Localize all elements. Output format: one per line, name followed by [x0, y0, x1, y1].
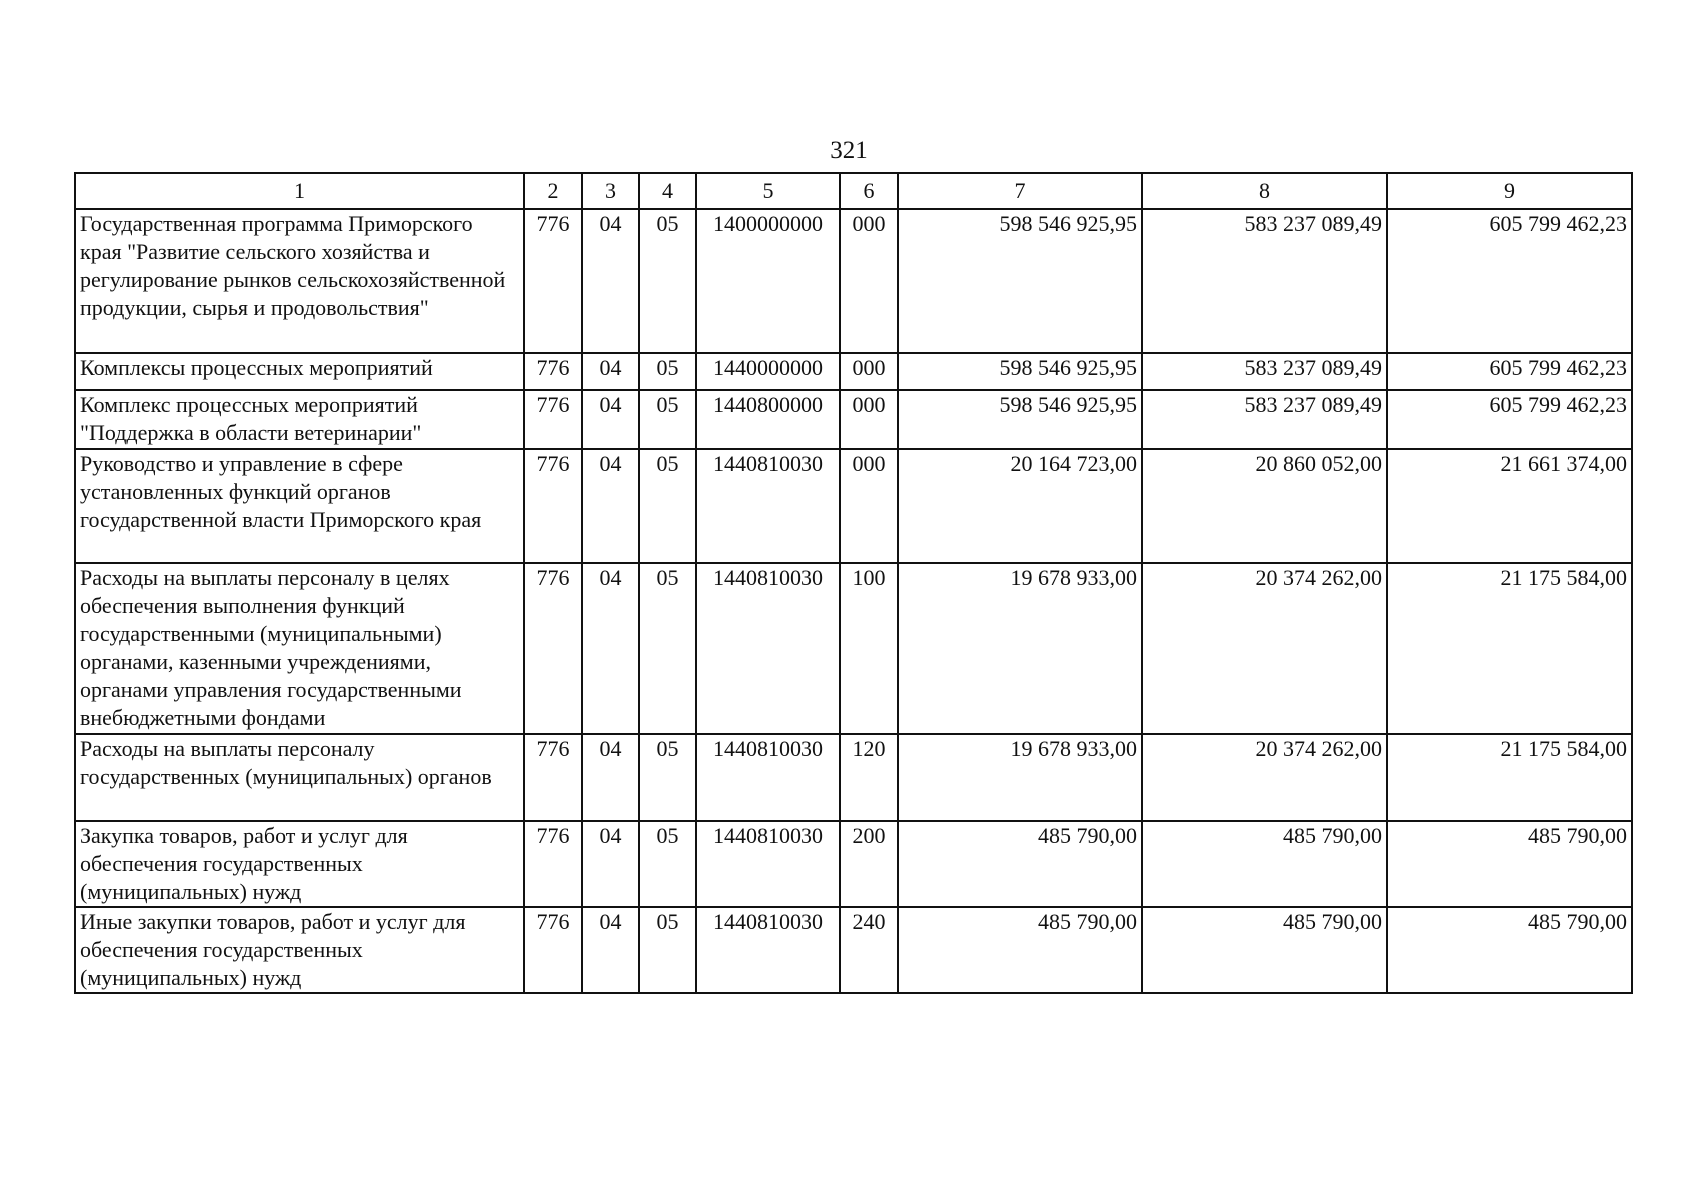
code-section: 04: [582, 209, 639, 353]
code-admin: 776: [524, 907, 582, 993]
code-section: 04: [582, 563, 639, 734]
amount-col8: 583 237 089,49: [1142, 209, 1387, 353]
code-expense-type: 120: [840, 734, 898, 821]
row-name: Руководство и управление в сфере установленных функций органов государственной власти Приморского края: [75, 449, 524, 563]
code-expense-type: 000: [840, 390, 898, 449]
amount-col7: 598 546 925,95: [898, 353, 1142, 390]
amount-col8: 20 374 262,00: [1142, 734, 1387, 821]
code-target: 1440810030: [696, 907, 840, 993]
amount-col9: 605 799 462,23: [1387, 209, 1632, 353]
amount-col8: 583 237 089,49: [1142, 390, 1387, 449]
table-row: [75, 907, 1632, 993]
amount-col7: 485 790,00: [898, 907, 1142, 993]
code-section: 04: [582, 390, 639, 449]
code-target: 1440810030: [696, 734, 840, 821]
amount-col8: 20 374 262,00: [1142, 563, 1387, 734]
code-target: 1440800000: [696, 390, 840, 449]
amount-col8: 583 237 089,49: [1142, 353, 1387, 390]
amount-col9: 21 175 584,00: [1387, 563, 1632, 734]
code-target: 1440810030: [696, 449, 840, 563]
amount-col9: 485 790,00: [1387, 821, 1632, 907]
code-target: 1440810030: [696, 821, 840, 907]
code-target: 1440810030: [696, 563, 840, 734]
code-subsection: 05: [639, 353, 696, 390]
amount-col9: 605 799 462,23: [1387, 390, 1632, 449]
table-row: [75, 209, 1632, 353]
budget-table: [74, 172, 1633, 994]
table-row: [75, 449, 1632, 563]
column-header: 3: [582, 173, 639, 209]
code-subsection: 05: [639, 821, 696, 907]
row-name: Государственная программа Приморского края "Развитие сельского хозяйства и регулирование рынков сельскохозяйственной продукции, сырья и продовольствия": [75, 209, 524, 353]
code-subsection: 05: [639, 907, 696, 993]
code-subsection: 05: [639, 209, 696, 353]
amount-col8: 485 790,00: [1142, 907, 1387, 993]
column-header: 2: [524, 173, 582, 209]
row-name: Закупка товаров, работ и услуг для обеспечения государственных (муниципальных) нужд: [75, 821, 524, 907]
row-name: Иные закупки товаров, работ и услуг для обеспечения государственных (муниципальных) нужд: [75, 907, 524, 993]
amount-col8: 20 860 052,00: [1142, 449, 1387, 563]
table-row: [75, 390, 1632, 449]
amount-col7: 19 678 933,00: [898, 734, 1142, 821]
column-header: 4: [639, 173, 696, 209]
code-expense-type: 000: [840, 209, 898, 353]
code-subsection: 05: [639, 449, 696, 563]
code-section: 04: [582, 734, 639, 821]
code-admin: 776: [524, 734, 582, 821]
amount-col7: 598 546 925,95: [898, 390, 1142, 449]
table-row: [75, 353, 1632, 390]
code-section: 04: [582, 449, 639, 563]
amount-col9: 605 799 462,23: [1387, 353, 1632, 390]
header-row: [75, 173, 1632, 209]
column-header: 9: [1387, 173, 1632, 209]
amount-col9: 485 790,00: [1387, 907, 1632, 993]
row-name: Расходы на выплаты персоналу государственных (муниципальных) органов: [75, 734, 524, 821]
code-admin: 776: [524, 209, 582, 353]
table-row: [75, 821, 1632, 907]
amount-col7: 485 790,00: [898, 821, 1142, 907]
code-admin: 776: [524, 449, 582, 563]
amount-col7: 20 164 723,00: [898, 449, 1142, 563]
table-row: [75, 563, 1632, 734]
column-header: 7: [898, 173, 1142, 209]
code-expense-type: 000: [840, 449, 898, 563]
code-subsection: 05: [639, 734, 696, 821]
code-section: 04: [582, 907, 639, 993]
code-target: 1440000000: [696, 353, 840, 390]
code-admin: 776: [524, 563, 582, 734]
code-expense-type: 240: [840, 907, 898, 993]
code-admin: 776: [524, 390, 582, 449]
column-header: 6: [840, 173, 898, 209]
code-section: 04: [582, 353, 639, 390]
row-name: Комплекс процессных мероприятий "Поддержка в области ветеринарии": [75, 390, 524, 449]
code-expense-type: 000: [840, 353, 898, 390]
amount-col9: 21 661 374,00: [1387, 449, 1632, 563]
code-expense-type: 100: [840, 563, 898, 734]
amount-col9: 21 175 584,00: [1387, 734, 1632, 821]
amount-col8: 485 790,00: [1142, 821, 1387, 907]
code-admin: 776: [524, 821, 582, 907]
code-subsection: 05: [639, 390, 696, 449]
column-header: 5: [696, 173, 840, 209]
column-header: 1: [75, 173, 524, 209]
column-header: 8: [1142, 173, 1387, 209]
code-target: 1400000000: [696, 209, 840, 353]
amount-col7: 598 546 925,95: [898, 209, 1142, 353]
table-row: [75, 734, 1632, 821]
row-name: Расходы на выплаты персоналу в целях обеспечения выполнения функций государственными (муниципальными) органами, казенными учреждениями, органами управления государственными внебюджетными фондами: [75, 563, 524, 734]
code-subsection: 05: [639, 563, 696, 734]
code-admin: 776: [524, 353, 582, 390]
amount-col7: 19 678 933,00: [898, 563, 1142, 734]
page-number: 321: [830, 137, 868, 164]
row-name: Комплексы процессных мероприятий: [75, 353, 524, 390]
code-section: 04: [582, 821, 639, 907]
code-expense-type: 200: [840, 821, 898, 907]
